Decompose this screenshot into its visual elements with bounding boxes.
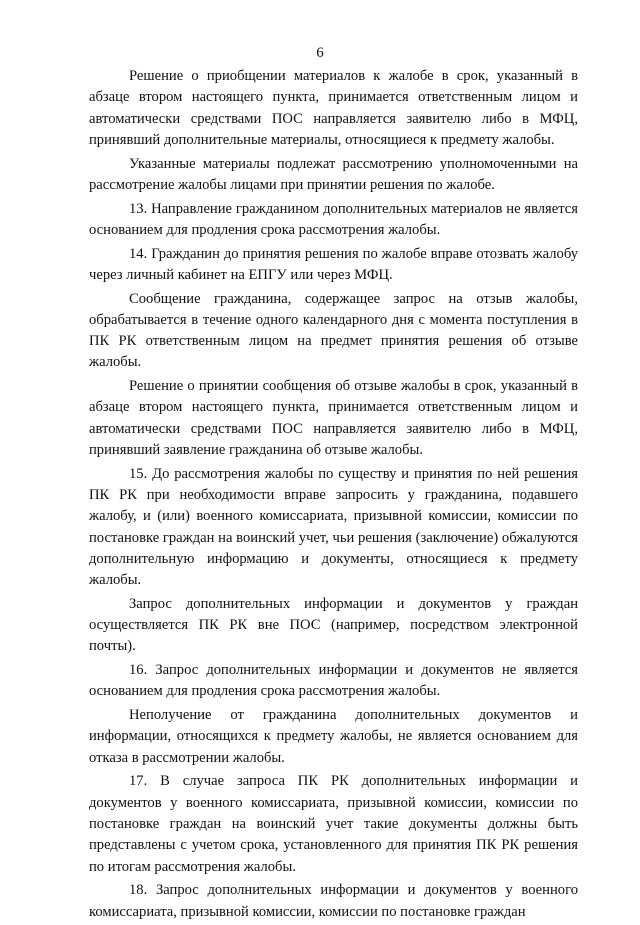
paragraph-item-14: 14. Гражданин до принятия решения по жалобе вправе отозвать жалобу через личный кабинет на ЕПГУ или через МФЦ. (89, 245, 578, 283)
paragraph-item-16: 16. Запрос дополнительных информации и документов не является основанием для продления срока рассмотрения жалобы. (89, 662, 578, 700)
page-number: 6 (316, 45, 324, 61)
paragraph-item-15: 15. До рассмотрения жалобы по существу и принятия по ней решения ПК РК при необходимости вправе запросить у гражданина, подавшего жалобу, и (или) военного комиссариата, призывной комиссии, комиссии по постановке граждан на воинский учет, чьи решения (заключение) обжалуются дополнительную информацию и документы, относящиеся к предмету жалобы. (89, 465, 578, 589)
paragraph-item-17: 17. В случае запроса ПК РК дополнительных информации и документов у военного комиссариата, призывной комиссии, комиссии по постановке граждан на воинский учет такие документы должны быть представлены с учетом срока, установленного для принятия ПК РК решения по итогам рассмотрения жалобы. (89, 773, 578, 875)
paragraph: Неполучение от гражданина дополнительных документов и информации, относящихся к предмету жалобы, не является основанием для отказа в рассмотрении жалобы. (89, 707, 578, 766)
paragraph: Решение о приобщении материалов к жалобе в срок, указанный в абзаце втором настоящего пункта, принимается ответственным лицом и автоматически средствами ПОС направляется заявителю либо в МФЦ, принявший дополнительные материалы, относящиеся к предмету жалобы. (89, 68, 578, 148)
document-body (89, 66, 578, 925)
paragraph: Запрос дополнительных информации и документов у граждан осуществляется ПК РК вне ПОС (например, посредством электронной почты). (89, 595, 578, 655)
paragraph: Решение о принятии сообщения об отзыве жалобы в срок, указанный в абзаце втором настоящего пункта, принимается ответственным лицом и автоматически средствами ПОС направляется заявителю либо в МФЦ, принявший заявление гражданина об отзыве жалобы. (89, 378, 578, 458)
paragraph-item-13: 13. Направление гражданином дополнительных материалов не является основанием для продления срока рассмотрения жалобы. (89, 200, 578, 238)
paragraph: Сообщение гражданина, содержащее запрос на отзыв жалобы, обрабатывается в течение одного календарного дня с момента поступления в ПК РК ответственным лицом на предмет принятия решения об отзыве жалобы. (89, 290, 578, 371)
paragraph-item-18: 18. Запрос дополнительных информации и документов у военного комиссариата, призывной комиссии, комиссии по постановке граждан (89, 882, 578, 920)
paragraph: Указанные материалы подлежат рассмотрению уполномоченными на рассмотрение жалобы лицами при принятии решения по жалобе. (89, 155, 578, 193)
